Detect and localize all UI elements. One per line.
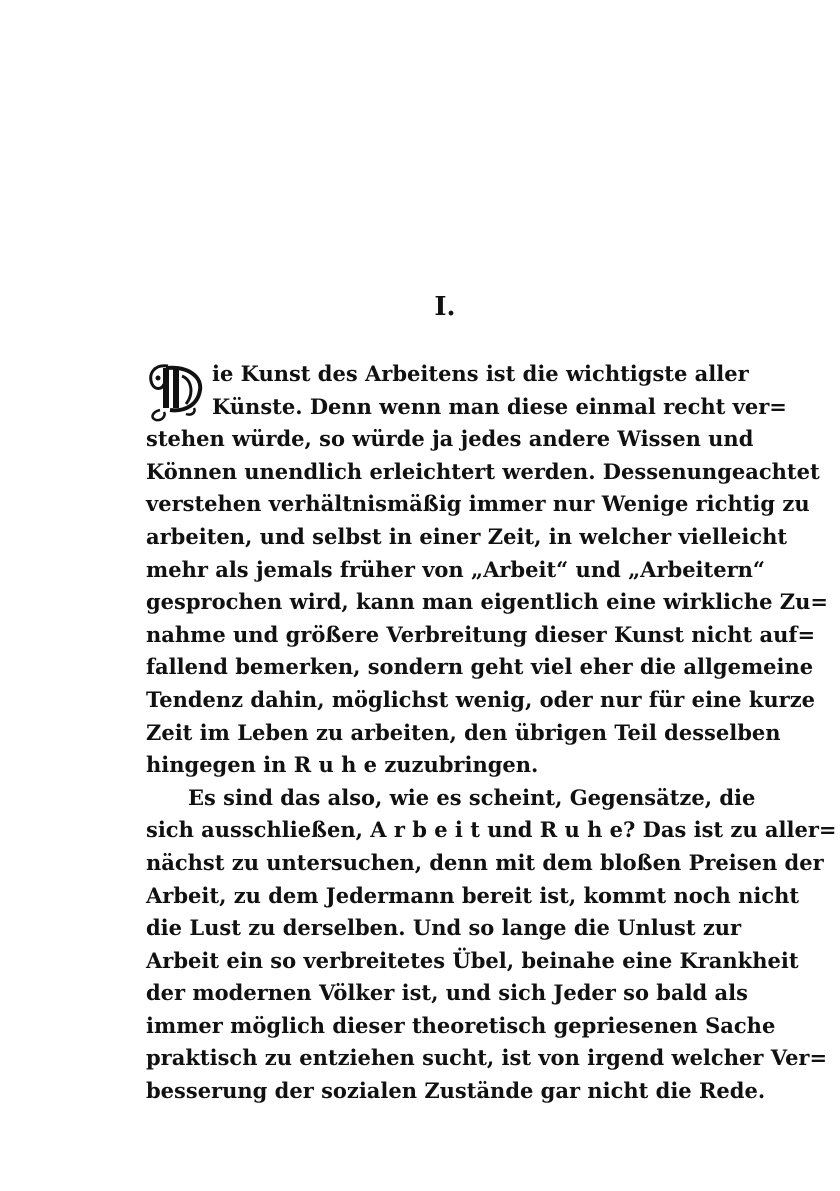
text-line: nächst zu untersuchen, denn mit dem bloßen Preisen der [146,849,824,875]
text-line: stehen würde, so würde ja jedes andere Wissen und [146,426,754,452]
text-line: Zeit im Leben zu arbeiten, den übrigen Teil desselben [146,719,781,745]
text-line: Können unendlich erleichtert werden. Dessenungeachtet [146,458,820,484]
text-line: nahme und größere Verbreitung dieser Kunst nicht auf= [146,621,816,647]
text-line: arbeiten, und selbst in einer Zeit, in welcher vielleicht [146,523,788,549]
text-line: Arbeit ein so verbreitetes Übel, beinahe eine Krankheit [146,947,799,973]
text-line: Arbeit, zu dem Jedermann bereit ist, kommt noch nicht [146,882,800,908]
text-line: verstehen verhältnismäßig immer nur Wenige richtig zu [146,491,810,517]
text-line: sich ausschließen, A r b e i t und R u h e? Das ist zu aller= [146,817,837,843]
text-line: ie Kunst des Arbeitens ist die wichtigste aller [212,361,749,386]
text-line: besserung der sozialen Zustände gar nicht die Rede. [146,1078,766,1104]
text-line: Tendenz dahin, möglichst wenig, oder nur für eine kurze [146,686,816,712]
text-line: der modernen Völker ist, und sich Jeder so bald als [146,980,748,1006]
text-line: gesprochen wird, kann man eigentlich eine wirkliche Zu= [146,589,828,615]
text-line: mehr als jemals früher von „Arbeit“ und „Arbeitern“ [146,556,766,582]
text-line: praktisch zu entziehen sucht, ist von irgend welcher Ver= [146,1045,828,1071]
chapter-heading: I. [434,292,456,322]
text-line: Künste. Denn wenn man diese einmal recht ver= [212,393,787,419]
text-line: Es sind das also, wie es scheint, Gegensätze, die [188,784,756,810]
text-line: immer möglich dieser theoretisch gepriesenen Sache [146,1012,776,1038]
text-line: hingegen in R u h e zuzubringen. [146,752,539,778]
body-text [146,358,837,1108]
text-line: die Lust zu derselben. Und so lange die Unlust zur [146,915,742,941]
text-line: fallend bemerken, sondern geht viel eher die allgemeine [146,654,814,680]
